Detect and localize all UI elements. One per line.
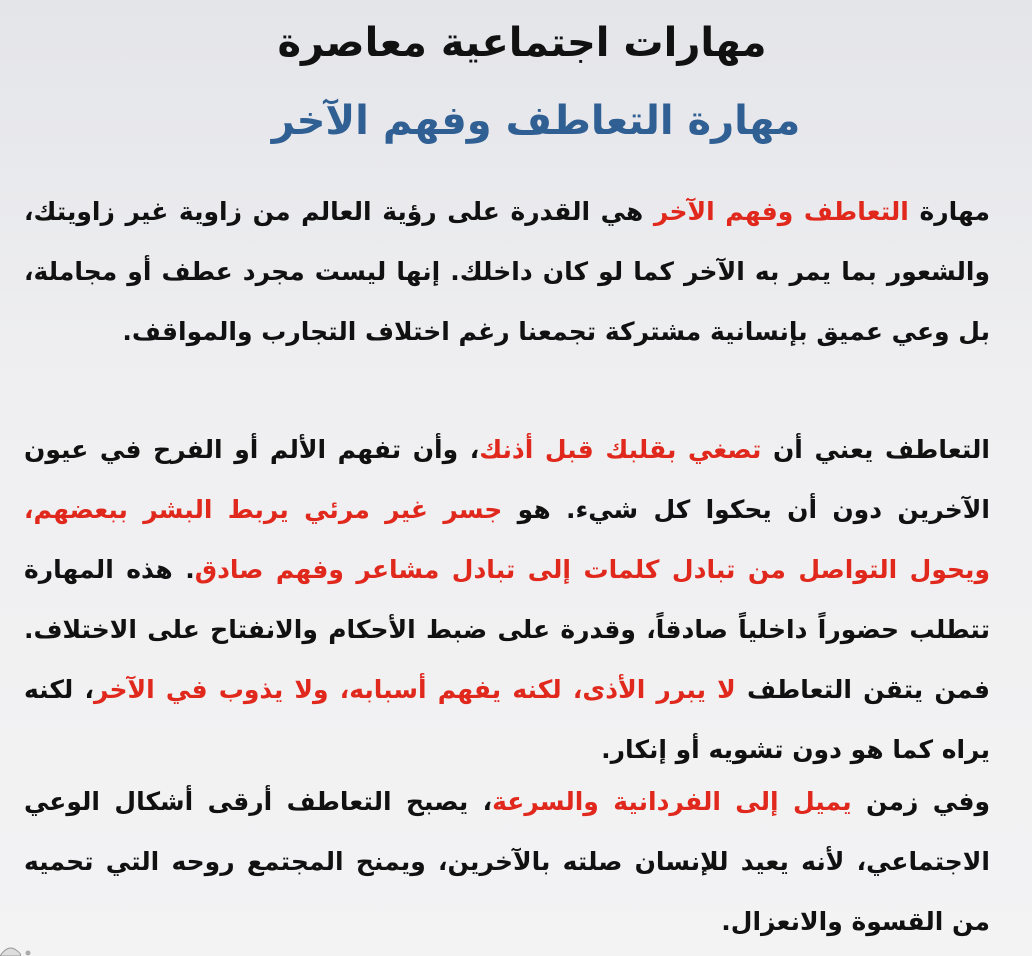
text-run: . هذه المهارة تتطلب حضوراً داخلياً صادقاً، وقدرة على ضبط الأحكام والانفتاح على الاختلاف. فمن يتقن التعاطف	[24, 555, 990, 704]
highlighted-phrase: التعاطف وفهم الآخر	[653, 197, 909, 226]
text-run: ، يصبح التعاطف أرقى أشكال الوعي الاجتماعي، لأنه يعيد للإنسان صلته بالآخرين، ويمنح المجتمع روحه التي تحميه من القسوة والانعزال.	[24, 787, 990, 936]
text-run: ، لكنه يراه كما هو دون تشويه أو إنكار.	[24, 675, 990, 764]
text-run: هي القدرة على رؤية العالم من زاوية غير زاويتك، والشعور بما يمر به الآخر كما لو كان داخلك. إنها ليست مجرد عطف أو مجاملة، بل وعي عميق بإنسانية مشتركة تجمعنا رغم اختلاف التجارب والمواقف.	[24, 197, 990, 346]
paragraph-conclusion	[24, 772, 990, 952]
highlighted-phrase: يميل إلى الفردانية والسرعة	[492, 787, 852, 816]
highlighted-phrase: جسر غير مرئي يربط البشر ببعضهم، ويحول التواصل من تبادل كلمات إلى تبادل مشاعر وفهم صادق	[24, 495, 990, 584]
paragraph-definition	[24, 182, 990, 362]
text-run: وفي زمن	[851, 787, 990, 816]
text-run: التعاطف يعني أن	[761, 435, 990, 464]
highlighted-phrase: لا يبرر الأذى، لكنه يفهم أسبابه، ولا يذوب في الآخر	[93, 675, 736, 704]
highlighted-phrase: تصغي بقلبك قبل أذنك	[479, 435, 762, 464]
page-title: مهارات اجتماعية معاصرة	[277, 20, 767, 66]
text-run: ، وأن تفهم الألم أو الفرح في عيون الآخرين دون أن يحكوا كل شيء. هو	[24, 435, 990, 524]
text-run: مهارة	[908, 197, 991, 226]
paragraph-meaning	[24, 420, 990, 780]
corner-decoration-icon	[0, 940, 34, 956]
page-subtitle: مهارة التعاطف وفهم الآخر	[271, 98, 801, 144]
